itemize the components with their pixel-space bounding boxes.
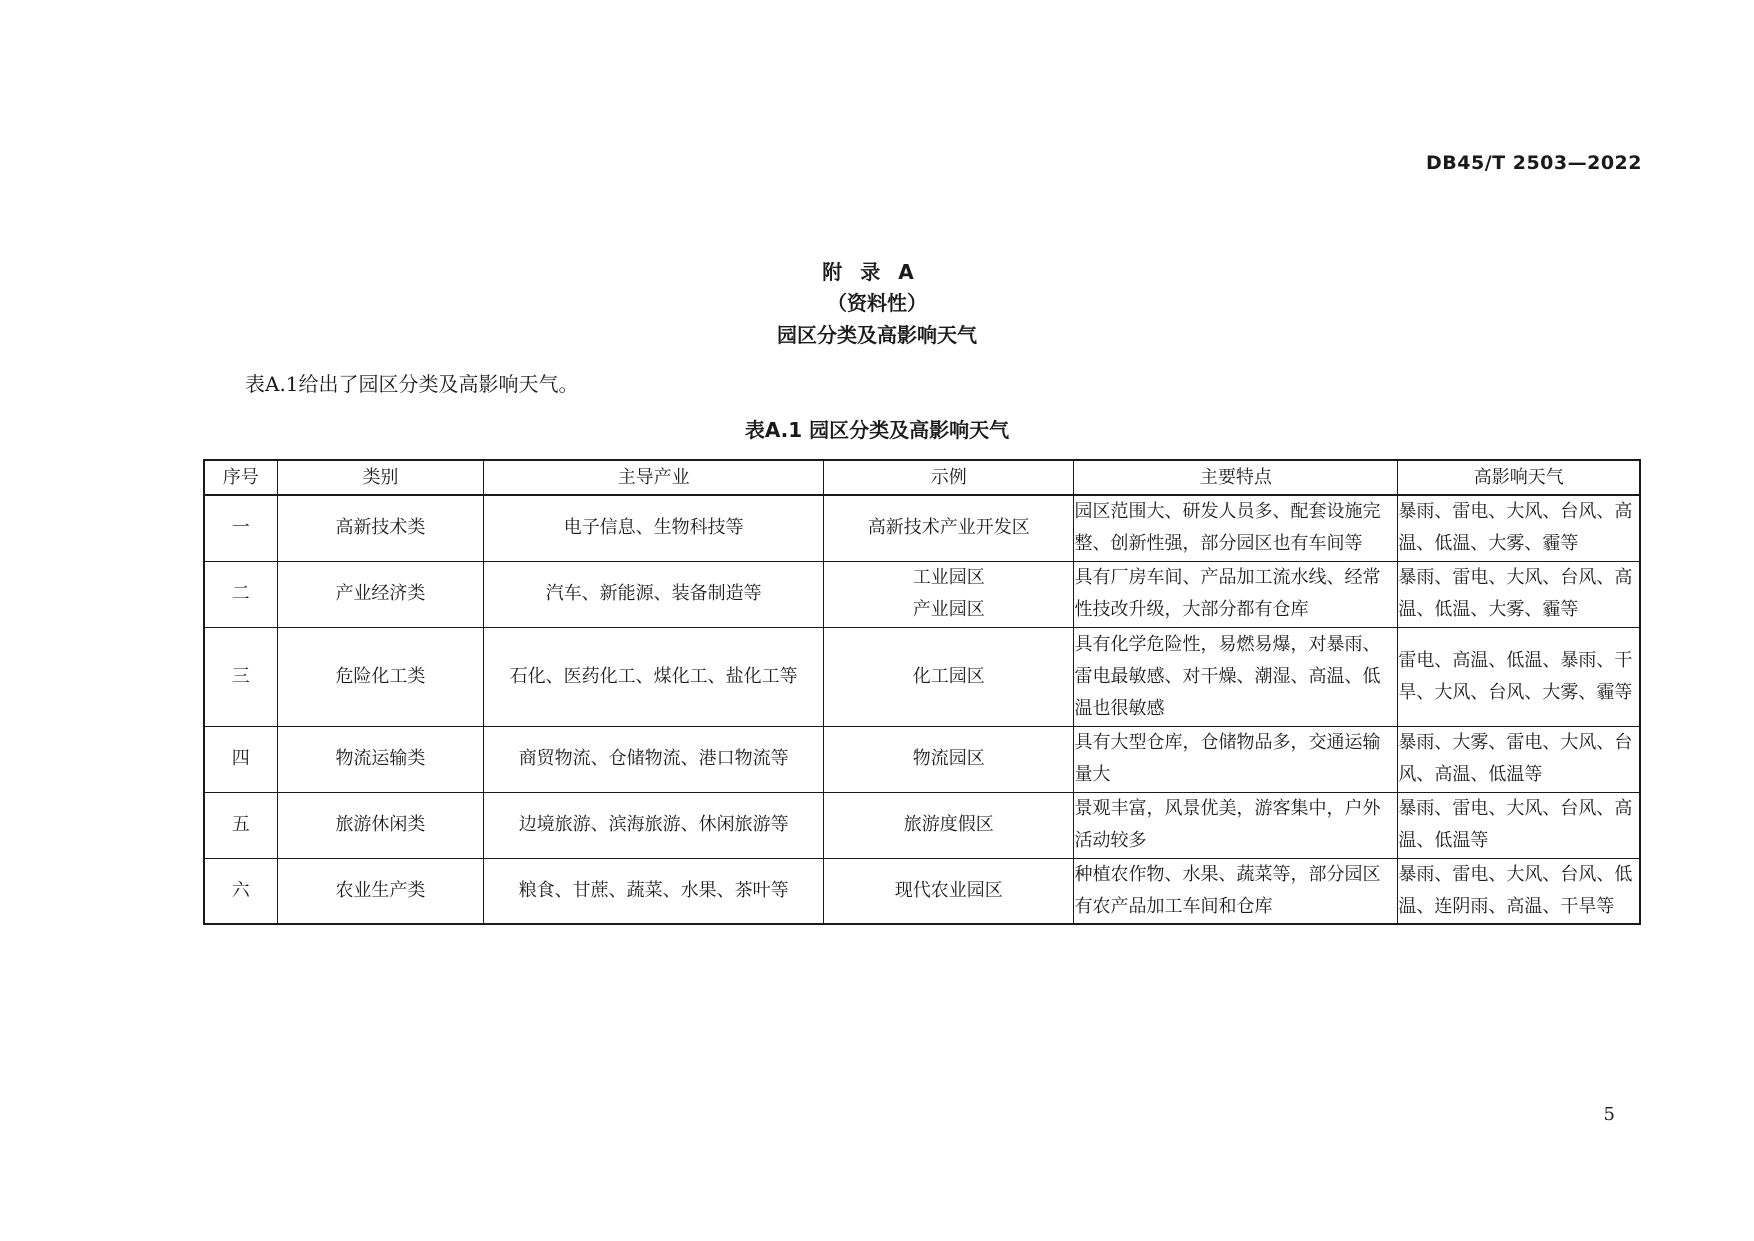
row-weather: 暴雨、大雾、雷电、大风、台风、高温、低温等 <box>1398 726 1640 792</box>
row-weather: 雷电、高温、低温、暴雨、干旱、大风、台风、大雾、霾等 <box>1398 627 1640 726</box>
header-no: 序号 <box>204 460 277 495</box>
example-line: 现代农业园区 <box>894 879 1003 901</box>
header-category: 类别 <box>277 460 484 495</box>
example-line: 产业园区 <box>912 599 985 620</box>
row-example <box>824 858 1074 924</box>
row-weather: 暴雨、雷电、大风、台风、高温、低温、大雾、霾等 <box>1398 495 1640 561</box>
row-no: 二 <box>204 561 277 627</box>
row-features: 具有厂房车间、产品加工流水线、经常性技改升级，大部分都有仓库 <box>1074 561 1398 627</box>
header-example: 示例 <box>824 460 1074 495</box>
table-row <box>204 858 1640 924</box>
row-example <box>824 495 1074 561</box>
row-industry: 粮食、甘蔗、蔬菜、水果、茶叶等 <box>484 858 824 924</box>
example-line: 化工园区 <box>912 665 985 687</box>
row-no: 四 <box>204 726 277 792</box>
example-line: 旅游度假区 <box>903 814 994 835</box>
row-example <box>824 792 1074 858</box>
row-no: 五 <box>204 792 277 858</box>
row-features: 园区范围大、研发人员多、配套设施完整、创新性强，部分园区也有车间等 <box>1074 495 1398 561</box>
appendix-title: 附录A <box>822 260 932 284</box>
park-classification-table <box>203 459 1641 925</box>
row-weather: 暴雨、雷电、大风、台风、高温、低温等 <box>1398 792 1640 858</box>
row-category: 产业经济类 <box>277 561 484 627</box>
document-code: DB45/T 2503—2022 <box>1426 152 1642 174</box>
row-example <box>824 726 1074 792</box>
table-row <box>204 561 1640 627</box>
row-category: 农业生产类 <box>277 858 484 924</box>
example-line: 高新技术产业开发区 <box>867 517 1030 539</box>
row-industry: 汽车、新能源、装备制造等 <box>484 561 824 627</box>
row-features: 景观丰富，风景优美，游客集中，户外活动较多 <box>1074 792 1398 858</box>
table-caption: 表A.1 园区分类及高影响天气 <box>744 418 1010 442</box>
row-features: 具有大型仓库，仓储物品多，交通运输量大 <box>1074 726 1398 792</box>
intro-paragraph: 表A.1给出了园区分类及高影响天气。 <box>245 372 579 396</box>
row-example <box>824 627 1074 726</box>
row-industry: 石化、医药化工、煤化工、盐化工等 <box>484 627 824 726</box>
page-number: 5 <box>1603 1104 1615 1125</box>
appendix-nature: （资料性） <box>827 291 927 315</box>
row-industry: 边境旅游、滨海旅游、休闲旅游等 <box>484 792 824 858</box>
table-row <box>204 792 1640 858</box>
row-category: 危险化工类 <box>277 627 484 726</box>
row-example <box>824 561 1074 627</box>
row-no: 六 <box>204 858 277 924</box>
row-no: 一 <box>204 495 277 561</box>
appendix-heading: 园区分类及高影响天气 <box>777 323 977 347</box>
row-industry: 商贸物流、仓储物流、港口物流等 <box>484 726 824 792</box>
row-weather: 暴雨、雷电、大风、台风、低温、连阴雨、高温、干旱等 <box>1398 858 1640 924</box>
row-industry: 电子信息、生物科技等 <box>484 495 824 561</box>
example-line: 工业园区 <box>912 567 985 588</box>
row-category: 旅游休闲类 <box>277 792 484 858</box>
header-features: 主要特点 <box>1074 460 1398 495</box>
row-category: 高新技术类 <box>277 495 484 561</box>
table-row <box>204 495 1640 561</box>
row-category: 物流运输类 <box>277 726 484 792</box>
table-row <box>204 627 1640 726</box>
row-features: 具有化学危险性，易燃易爆，对暴雨、雷电最敏感、对干燥、潮湿、高温、低温也很敏感 <box>1074 627 1398 726</box>
row-features: 种植农作物、水果、蔬菜等，部分园区有农产品加工车间和仓库 <box>1074 858 1398 924</box>
row-weather: 暴雨、雷电、大风、台风、高温、低温、大雾、霾等 <box>1398 561 1640 627</box>
example-line: 物流园区 <box>912 748 985 769</box>
row-no: 三 <box>204 627 277 726</box>
table-row <box>204 726 1640 792</box>
header-industry: 主导产业 <box>484 460 824 495</box>
table-header-row <box>204 460 1640 495</box>
header-weather: 高影响天气 <box>1398 460 1640 495</box>
